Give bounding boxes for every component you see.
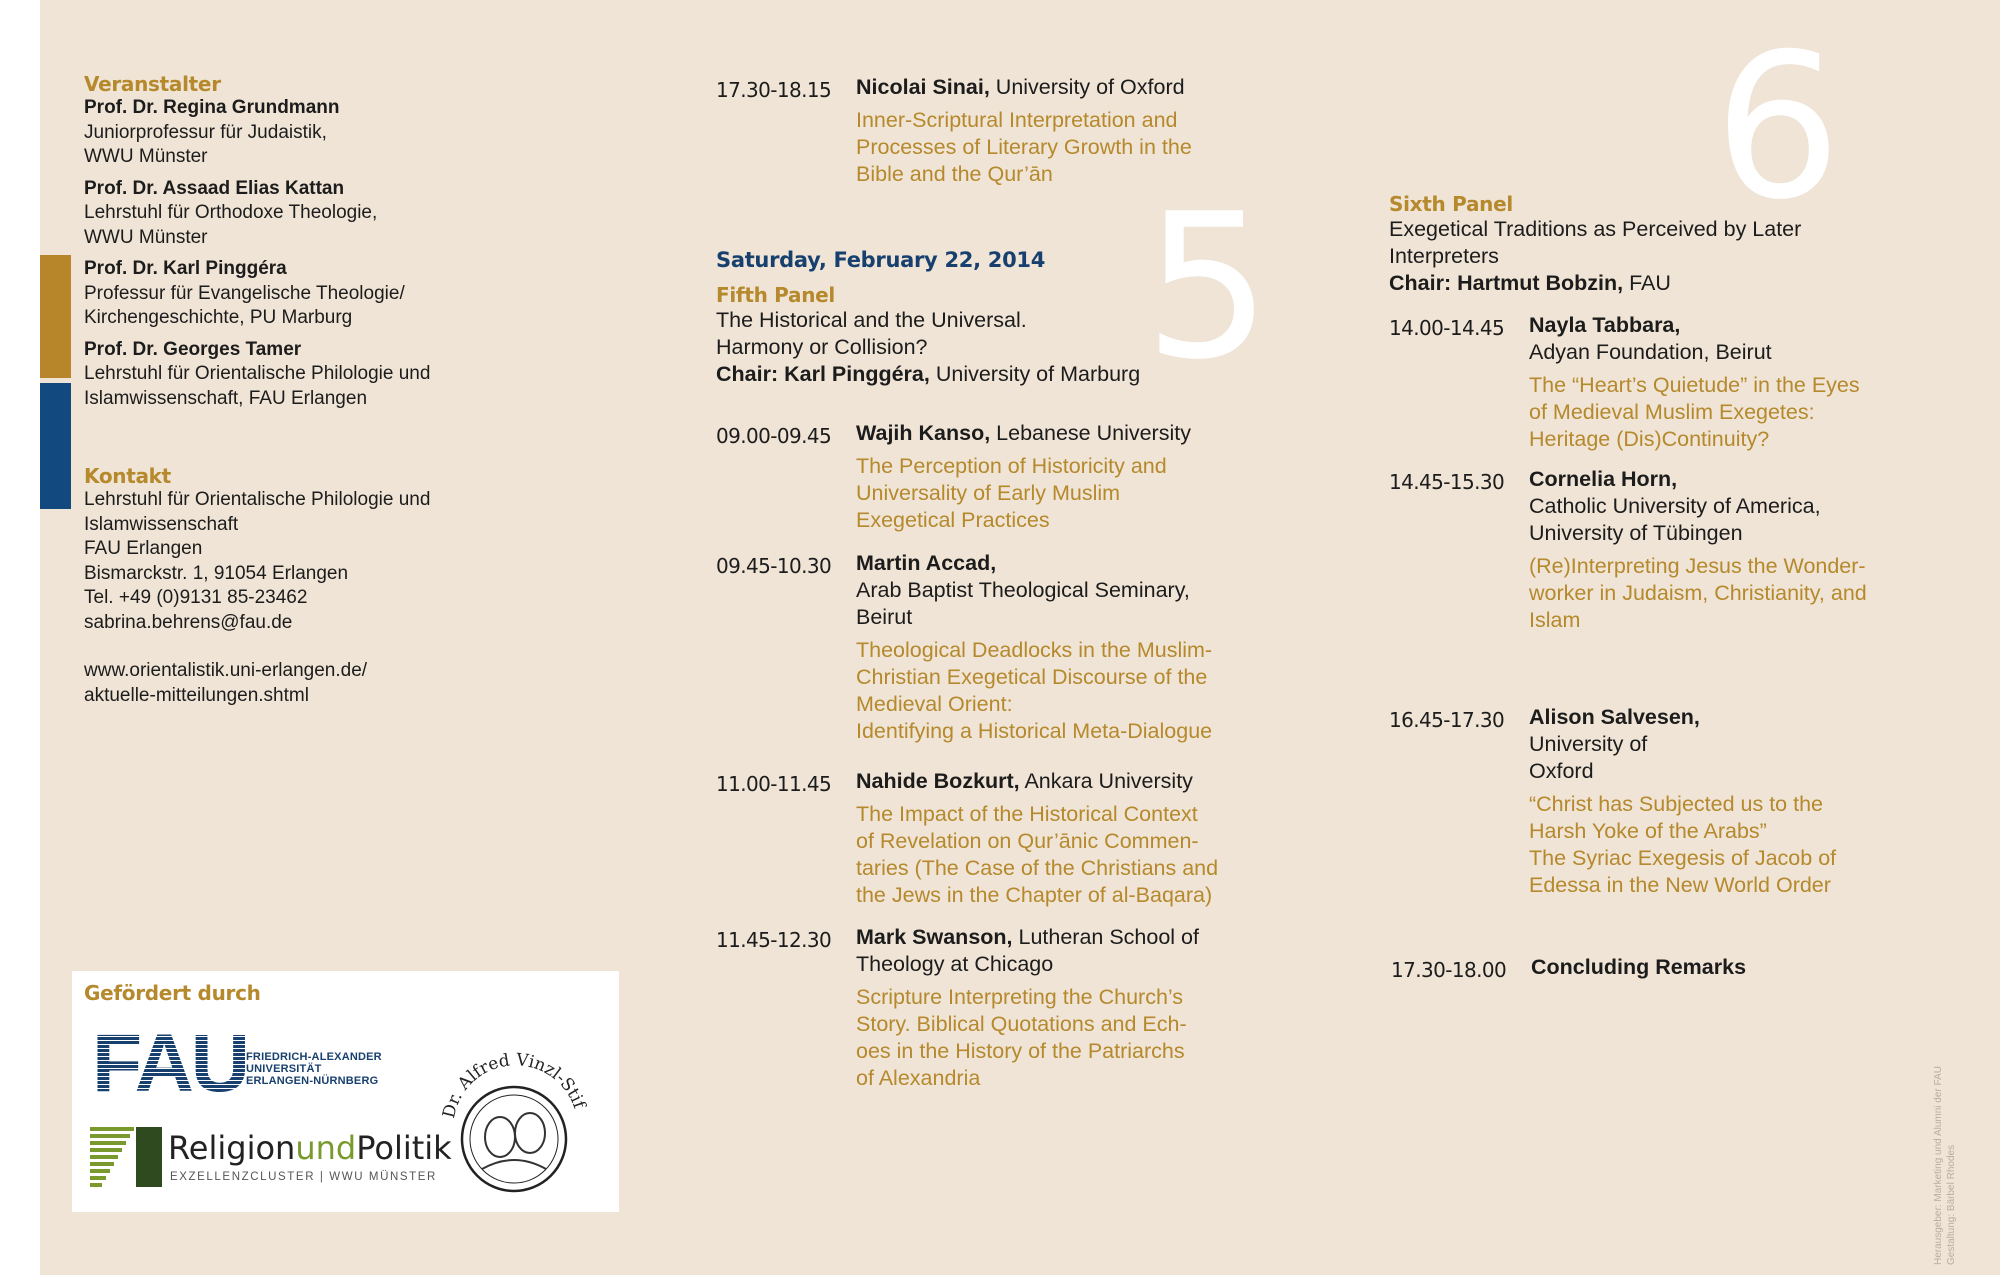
contact-line: FAU Erlangen <box>84 538 203 559</box>
talk-entry <box>856 550 1276 745</box>
talk-speaker-line <box>1529 704 1949 731</box>
talk-entry <box>856 924 1276 1092</box>
speaker-affiliation: University of Oxford <box>989 75 1185 99</box>
fau-text: FRIEDRICH-ALEXANDER UNIVERSITÄT ERLANGEN-NÜRNBERG <box>246 1051 382 1087</box>
organizer-role: WWU Münster <box>84 146 208 167</box>
speaker-name: Wajih Kanso, <box>856 421 991 445</box>
talk-title <box>856 801 1276 909</box>
organizer-role: Lehrstuhl für Orientalische Philologie und <box>84 363 431 384</box>
talk-title-line: Scripture Interpreting the Church’s <box>856 985 1184 1009</box>
speaker-name: Cornelia Horn, <box>1529 467 1678 491</box>
speaker-name: Mark Swanson, <box>856 925 1013 949</box>
talk-title-line: Universality of Early Muslim <box>856 481 1121 505</box>
talk-speaker-line <box>856 420 1276 447</box>
seal-icon <box>442 1019 592 1199</box>
fau-mark: FAU <box>92 1029 247 1097</box>
talk-title-line: Exegetical Practices <box>856 508 1050 532</box>
panel-number-5: 5 <box>1144 171 1272 404</box>
organizer-role: Juniorprofessur für Judaistik, <box>84 121 327 143</box>
talk-title-line: worker in Judaism, Christianity, and <box>1529 581 1867 605</box>
website-line: aktuelle-mitteilungen.shtml <box>84 684 309 706</box>
sponsor-box <box>72 971 619 1212</box>
talk-title-line: Harsh Yoke of the Arabs” <box>1529 819 1767 843</box>
speaker-affiliation: Catholic University of America, <box>1529 494 1821 518</box>
contact-line: Tel. +49 (0)9131 85-23462 <box>84 587 308 608</box>
contact-line: sabrina.behrens@fau.de <box>84 611 293 633</box>
panel5-chair: Chair: Karl Pinggéra, <box>716 362 930 386</box>
talk-title-line: (Re)Interpreting Jesus the Wonder- <box>1529 554 1866 578</box>
talk-title-line: Bible and the Qur’ān <box>856 162 1053 186</box>
rp-name: ReligionundPolitik <box>168 1129 452 1167</box>
talk-speaker-line <box>856 550 1276 577</box>
credits: Herausgeber: Marketing und Alumni der FAU Gestaltung: Bärbel Rhodes <box>1933 1066 1957 1265</box>
organizer-role: Kirchengeschichte, PU Marburg <box>84 307 353 328</box>
talk-entry <box>856 420 1276 534</box>
talk-title-line: Edessa in the New World Order <box>1529 873 1831 897</box>
talk-title <box>856 637 1276 745</box>
panel5-title <box>716 307 1276 361</box>
panel6-title <box>1389 216 1909 270</box>
talk-title-line: oes in the History of the Patriarchs <box>856 1039 1185 1063</box>
talk-title-line: The Perception of Historicity and <box>856 454 1167 478</box>
organizer-role: WWU Münster <box>84 226 208 248</box>
day-heading: Saturday, February 22, 2014 <box>716 248 1046 272</box>
panel6-chair: Chair: Hartmut Bobzin, <box>1389 271 1624 295</box>
contact-section <box>84 464 544 708</box>
speaker-name: Martin Accad, <box>856 551 997 575</box>
blue-accent-bar <box>40 383 71 509</box>
talk-time: 11.00-11.45 <box>716 772 832 796</box>
speaker-name: Alison Salvesen, <box>1529 705 1700 729</box>
vinzl-foundation-seal[interactable] <box>442 1019 592 1204</box>
talk-title-line: Theological Deadlocks in the Muslim- <box>856 638 1213 662</box>
contact-lines <box>84 488 544 635</box>
talk-speaker-line <box>1529 466 1949 493</box>
talk-title-line: of Medieval Muslim Exegetes: <box>1529 400 1815 424</box>
talk-speaker-line <box>1529 312 1949 339</box>
contact-line: Lehrstuhl für Orientalische Philologie und <box>84 489 431 510</box>
organizer-role: Professur für Evangelische Theologie/ <box>84 282 405 304</box>
organizer-name: Prof. Dr. Assaad Elias Kattan <box>84 177 345 199</box>
panel5-label: Fifth Panel <box>716 283 835 307</box>
organizers-heading: Veranstalter <box>84 72 221 96</box>
contact-heading: Kontakt <box>84 464 171 488</box>
talk-entry <box>856 768 1276 909</box>
svg-text:Dr. Alfred Vinzl-Stiftung: r. Alfred Vinzl-Stif <box>443 1050 589 1112</box>
panel-number-6: 6 <box>1714 11 1842 244</box>
talk-entry <box>1529 704 1949 899</box>
gold-accent-bar <box>40 255 71 378</box>
talk-speaker-line <box>856 768 1276 795</box>
speaker-affiliation: University of <box>1529 732 1648 756</box>
talk-time: 16.45-17.30 <box>1389 708 1505 732</box>
speaker-affiliation: Beirut <box>856 605 913 629</box>
panel6-label: Sixth Panel <box>1389 192 1513 216</box>
speaker-affiliation: Ankara University <box>1019 769 1193 793</box>
contact-line: Islamwissenschaft <box>84 513 239 535</box>
talk-entry <box>1529 466 1949 634</box>
talk-title-line: of Alexandria <box>856 1066 981 1090</box>
organizer-role: Lehrstuhl für Orthodoxe Theologie, <box>84 202 378 223</box>
contact-line: Bismarckstr. 1, 91054 Erlangen <box>84 562 349 584</box>
website-line: www.orientalistik.uni-erlangen.de/ <box>84 660 368 681</box>
panel-title-line: Harmony or Collision? <box>716 335 928 359</box>
contact-website[interactable] <box>84 659 544 708</box>
talk-title <box>1529 791 1949 899</box>
speaker-affiliation: Theology at Chicago <box>856 952 1054 976</box>
talk-title <box>856 453 1276 534</box>
closing-label: Concluding Remarks <box>1531 955 1747 979</box>
speaker-affiliation: Lebanese University <box>990 421 1191 445</box>
talk-title-line: taries (The Case of the Christians and <box>856 856 1219 880</box>
panel-title-line: Interpreters <box>1389 244 1499 268</box>
talk-title-line: of Revelation on Qur’ānic Commen- <box>856 829 1199 853</box>
talk-title <box>1529 553 1949 634</box>
organizer-name: Prof. Dr. Georges Tamer <box>84 338 302 360</box>
organizer-entry <box>84 338 544 412</box>
speaker-affiliation: Arab Baptist Theological Seminary, <box>856 578 1190 602</box>
organizers-section <box>84 72 544 411</box>
speaker-name: Nahide Bozkurt, <box>856 769 1020 793</box>
panel5-chair-affiliation: University of Marburg <box>929 362 1141 386</box>
organizers-list <box>84 96 544 411</box>
sponsor-heading: Gefördert durch <box>84 981 261 1005</box>
talk-title-line: The “Heart’s Quietude” in the Eyes <box>1529 373 1860 397</box>
religion-politik-logo[interactable] <box>90 1121 452 1198</box>
closing-time: 17.30-18.00 <box>1391 958 1507 982</box>
speaker-name: Nicolai Sinai, <box>856 75 990 99</box>
organizer-role: Islamwissenschaft, FAU Erlangen <box>84 387 368 409</box>
talk-time: 11.45-12.30 <box>716 928 832 952</box>
talk-title <box>1529 372 1949 453</box>
talk-title <box>856 984 1276 1092</box>
fau-logo[interactable] <box>92 1029 412 1102</box>
talk-time: 09.00-09.45 <box>716 424 832 448</box>
rp-stripes-icon <box>90 1121 162 1193</box>
organizer-name: Prof. Dr. Karl Pinggéra <box>84 258 287 279</box>
talk-title-line: Heritage (Dis)Continuity? <box>1529 427 1770 451</box>
panel6-header <box>1389 192 1909 297</box>
rp-subtitle: EXZELLENZCLUSTER | WWU MÜNSTER <box>170 1171 437 1183</box>
organizer-name: Prof. Dr. Regina Grundmann <box>84 97 340 118</box>
talk-title-line: Christian Exegetical Discourse of the <box>856 665 1208 689</box>
organizer-entry <box>84 257 544 331</box>
panel5-header <box>716 283 1276 388</box>
talk-title-line: Islam <box>1529 608 1581 632</box>
speaker-affiliation: Oxford <box>1529 759 1594 783</box>
panel-title-line: Exegetical Traditions as Perceived by Later <box>1389 217 1802 241</box>
talk-title-line: The Syriac Exegesis of Jacob of <box>1529 846 1837 870</box>
session-time: 17.30-18.15 <box>716 78 832 102</box>
talk-time: 09.45-10.30 <box>716 554 832 578</box>
talk-entry <box>1529 312 1949 453</box>
panel-title-line: The Historical and the Universal. <box>716 308 1027 332</box>
talk-title-line: the Jews in the Chapter of al-Baqara) <box>856 883 1213 907</box>
talk-time: 14.00-14.45 <box>1389 316 1505 340</box>
talk-title-line: Identifying a Historical Meta-Dialogue <box>856 719 1213 743</box>
speaker-affiliation: Lutheran School of <box>1012 925 1199 949</box>
talk-time: 14.45-15.30 <box>1389 470 1505 494</box>
talk-speaker-line <box>856 924 1276 951</box>
panel6-chair-affiliation: FAU <box>1623 271 1671 295</box>
talk-title-line: “Christ has Subjected us to the <box>1529 792 1823 816</box>
talk-title-line: The Impact of the Historical Context <box>856 802 1198 826</box>
talk-title-line: Processes of Literary Growth in the <box>856 135 1192 159</box>
talk-title-line: Inner-Scriptural Interpretation and <box>856 108 1178 132</box>
organizer-entry <box>84 96 544 170</box>
speaker-name: Nayla Tabbara, <box>1529 313 1681 337</box>
speaker-affiliation: University of Tübingen <box>1529 521 1743 545</box>
speaker-affiliation: Adyan Foundation, Beirut <box>1529 340 1772 364</box>
talk-title-line: Story. Biblical Quotations and Ech- <box>856 1012 1187 1036</box>
talk-title-line: Medieval Orient: <box>856 692 1013 716</box>
organizer-entry <box>84 177 544 251</box>
